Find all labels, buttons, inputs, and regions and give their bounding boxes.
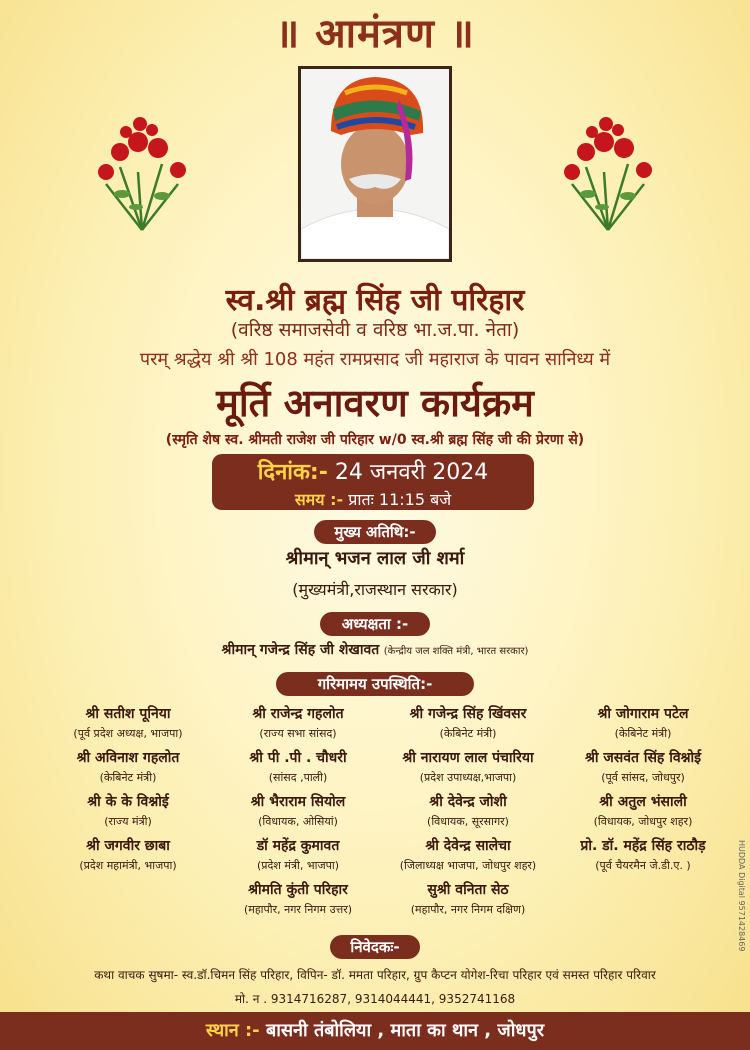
chief-guest-role: (मुख्यमंत्री,राजस्थान सरकार) [292, 580, 458, 599]
presidency-name: श्रीमान् गजेन्द्र सिंह जी शेखावत [221, 642, 380, 658]
dignitary-name: श्री जगवीर छाबा [86, 838, 170, 854]
page-title: ॥ आमंत्रण ॥ [275, 10, 475, 57]
dignitary-role: (विधायक, सूरसागर) [427, 815, 509, 828]
dignitaries-label: गरिमामय उपस्थिति:- [276, 672, 474, 696]
time-label: समय :- [294, 490, 344, 509]
mobile-numbers: मो. न . 9314716287, 9314044441, 9352741168 [234, 992, 516, 1006]
dignitary-role: (राज्य मंत्री) [104, 815, 152, 828]
dignitary-role: (महापौर, नगर निगम दक्षिण) [410, 903, 526, 916]
dignitary-role: (पूर्व चैयरमैन जे.डी.ए. ) [595, 859, 691, 872]
requesters-line: कथा वाचक सुषमा- स्व.डॉ.चिमन सिंह परिहार, विपिन- डॉ. ममता परिहार, ग्रुप कैप्टन योगेश-रिचा परिहार एवं समस्त परिहार परिवार [94, 968, 656, 982]
dignitary-name: श्री जोगाराम पटेल [597, 706, 689, 722]
requester-label: निवेदकः- [330, 935, 420, 959]
dignitary-role: (केबिनेट मंत्री) [614, 727, 672, 740]
dignitary-role: (जिलाध्यक्ष भाजपा, जोधपुर शहर) [399, 859, 537, 872]
dignitary-name: श्री राजेन्द्र गहलोत [252, 706, 344, 722]
chief-guest-name: श्रीमान् भजन लाल जी शर्मा [285, 548, 465, 569]
chief-guest-label: मुख्य अतिथि:- [314, 520, 436, 544]
time-value: प्रातः 11:15 बजे [348, 490, 452, 509]
event-title: मूर्ति अनावरण कार्यक्रम [216, 380, 534, 425]
side-credit: HUDDA Digital 9571428469 [737, 840, 746, 952]
dignitary-role: (महापौर, नगर निगम उत्तर) [243, 903, 353, 916]
presidency-line [0, 640, 750, 659]
dignitary-name: श्री गजेन्द्र सिंह खिंवसर [409, 706, 527, 722]
honoree-name: स्व.श्री ब्रह्म सिंह जी परिहार [225, 283, 525, 318]
dignitary-name: श्री जसवंत सिंह विश्नोई [584, 750, 702, 766]
dignitary-name: श्री नारायण लाल पंचारिया [402, 750, 534, 766]
rose-bouquet-right-icon [558, 112, 658, 232]
dignitary-name: श्री पी .पी . चौधरी [249, 750, 347, 766]
dignitary-role: (विधायक, जोधपुर शहर) [593, 815, 693, 828]
inspiration-line: (स्मृति शेष स्व. श्रीमती राजेश जी परिहार w/0 स्व.श्री ब्रह्म सिंह जी की प्रेरणा से) [165, 432, 585, 448]
dignitary-name: श्री के के विश्नोई [87, 794, 169, 810]
dignitary-name: श्री अविनाश गहलोत [76, 750, 180, 766]
date-value: 24 जनवरी 2024 [334, 460, 489, 485]
dignitary-role: (पूर्व प्रदेश अध्यक्ष, भाजपा) [73, 727, 183, 740]
dignitary-name: डॉ महेंद्र कुमावत [256, 838, 340, 854]
blessing-line: परम् श्रद्धेय श्री श्री 108 महंत रामप्रसाद जी महाराज के पावन सानिध्य में [139, 349, 611, 370]
dignitary-name: सुश्री वनिता सेठ [427, 882, 509, 898]
dignitary-role: (प्रदेश उपाध्यक्ष,भाजपा) [419, 771, 517, 784]
dignitary-role: (पूर्व सांसद, जोधपुर) [601, 771, 685, 784]
venue-label: स्थान :- [205, 1020, 260, 1041]
dignitary-role: (सांसद ,पाली) [268, 771, 328, 784]
dignitary-role: (राज्य सभा सांसद) [259, 727, 337, 740]
venue-bar [0, 1012, 750, 1050]
dignitary-role: (केबिनेट मंत्री) [439, 727, 497, 740]
dignitary-role: (प्रदेश महामंत्री, भाजपा) [79, 859, 177, 872]
dignitary-role: (केबिनेट मंत्री) [99, 771, 157, 784]
portrait-photo [298, 66, 452, 262]
dignitary-role: (विधायक, ओसियां) [258, 815, 338, 828]
dignitary-name: श्री सतीश पूनिया [85, 706, 171, 722]
dignitary-name: श्री देवेन्द्र सालेचा [425, 838, 511, 854]
presidency-role: (केन्द्रीय जल शक्ति मंत्री, भारत सरकार) [383, 646, 529, 657]
rose-bouquet-left-icon [92, 112, 192, 232]
dignitary-name: श्री भैराराम सियोल [250, 794, 346, 810]
dignitary-name: श्रीमति कुंती परिहार [248, 882, 348, 898]
dignitary-name: प्रो. डॉ. महेंद्र सिंह राठौड़ [580, 838, 706, 854]
date-time-box [212, 454, 534, 510]
dignitary-name: श्री देवेन्द्र जोशी [429, 794, 507, 810]
portrait-illustration-icon [301, 69, 449, 259]
venue-value: बासनी तंबोलिया , माता का थान , जोधपुर [265, 1020, 545, 1041]
dignitary-name: श्री अतुल भंसाली [599, 794, 687, 810]
honoree-designation: (वरिष्ठ समाजसेवी व वरिष्ठ भा.ज.पा. नेता) [230, 319, 520, 341]
dignitary-role: (प्रदेश मंत्री, भाजपा) [257, 859, 339, 872]
presidency-label: अध्यक्षता :- [320, 612, 430, 636]
date-label: दिनांक:- [257, 460, 328, 485]
